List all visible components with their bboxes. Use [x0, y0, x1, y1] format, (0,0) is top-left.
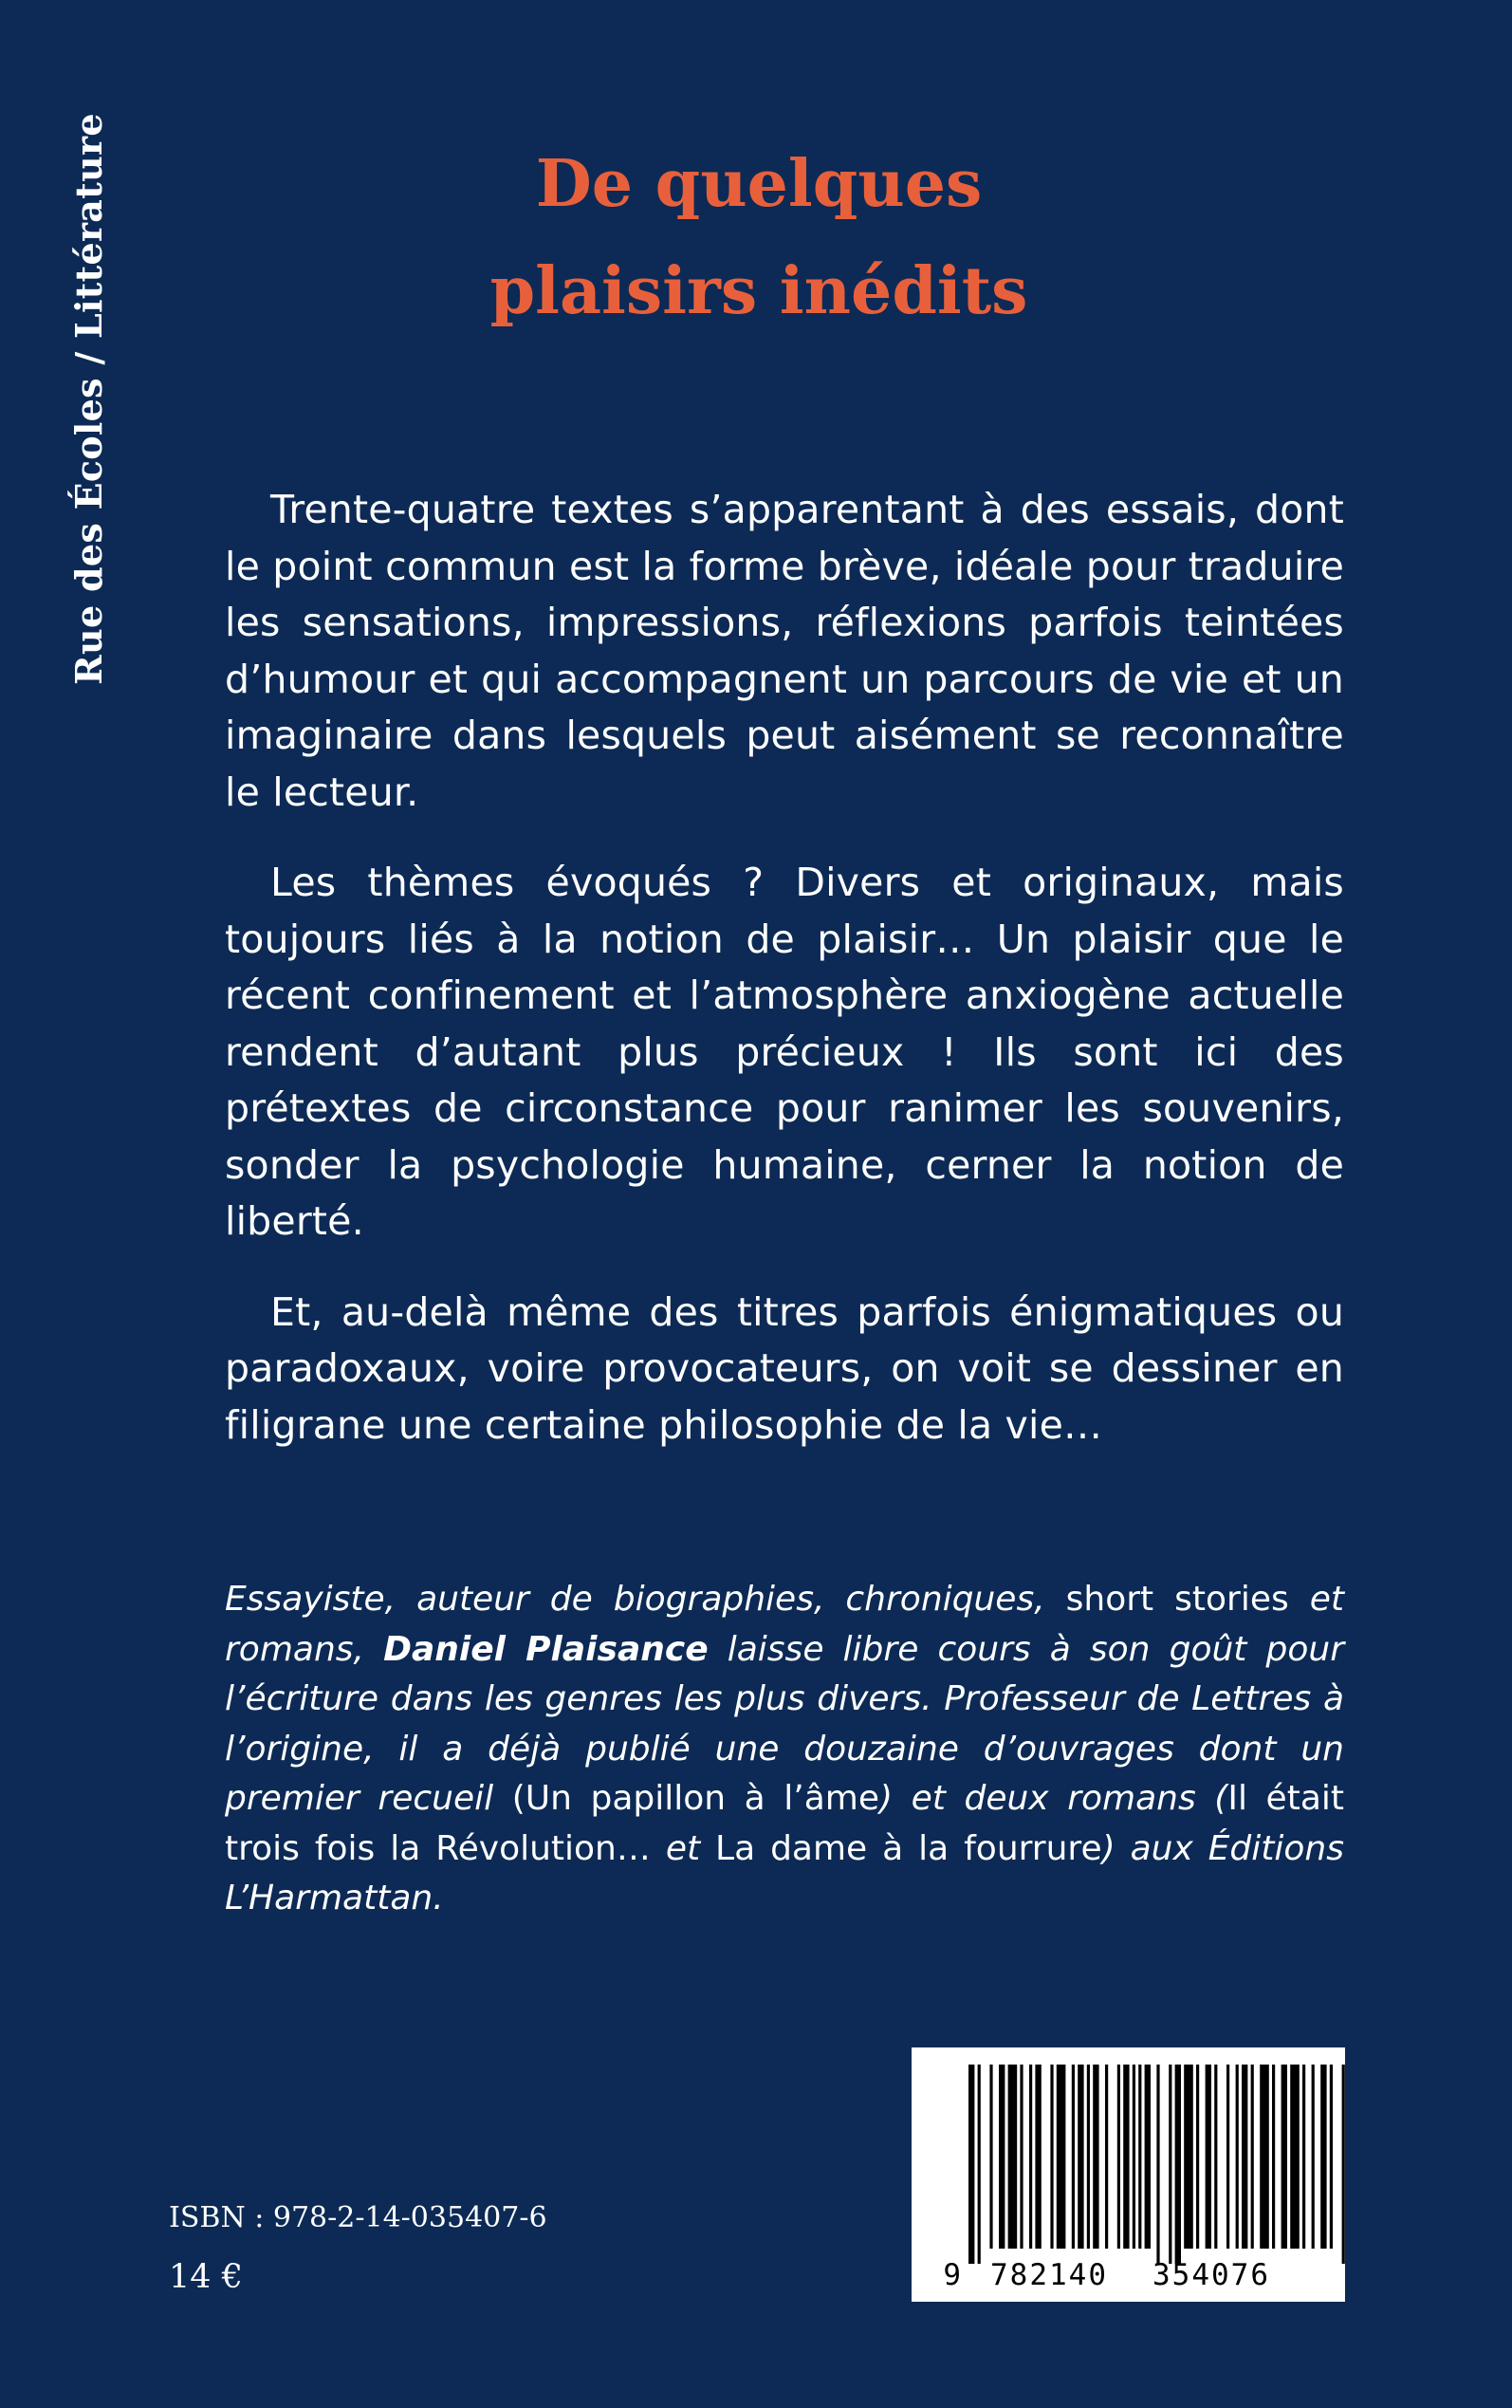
barcode-bar — [1184, 2065, 1193, 2249]
barcode-bar — [999, 2065, 1005, 2249]
barcode-bar — [1145, 2065, 1151, 2249]
title-line-2: plaisirs inédits — [489, 253, 1028, 329]
barcode-bar — [1214, 2065, 1217, 2249]
bio-segment: ) aux Éditions L’Harmattan. — [225, 1828, 1344, 1917]
barcode-bar — [1175, 2065, 1181, 2264]
barcode-bar — [1169, 2065, 1171, 2264]
barcode-digit-first: 9 — [943, 2258, 961, 2292]
barcode-bar — [1020, 2065, 1023, 2249]
barcode — [912, 2047, 1345, 2302]
barcode-bars — [968, 2065, 1345, 2264]
barcode-bar — [1312, 2065, 1315, 2249]
bio-segment: ) et deux romans ( — [879, 1779, 1228, 1818]
barcode-bar — [1251, 2065, 1254, 2249]
barcode-bar — [1133, 2065, 1135, 2249]
price: 14 € — [169, 2258, 243, 2296]
barcode-bar — [1260, 2065, 1269, 2249]
title-line-1: De quelques — [535, 146, 983, 222]
barcode-bar — [1196, 2065, 1199, 2249]
barcode-bar — [1330, 2065, 1333, 2249]
blurb-paragraph-2: Les thèmes évoqués ? Divers et originaux, mais toujours liés à la notion de plaisir… Un plaisir que le récent confinement et l’atmosphère anxiogène actuelle rendent d’autant plus précieux ! Ils sont ici des prétextes de circonstance pour ranimer les souvenirs, sonder la psychologie humaine, cerner la notion de liberté. — [225, 860, 1344, 1244]
barcode-bar — [1302, 2065, 1305, 2249]
bio-segment: Essayiste, auteur de biographies, chroniques, — [225, 1580, 1066, 1619]
barcode-bar — [1290, 2065, 1300, 2249]
barcode-bar — [1029, 2065, 1032, 2249]
barcode-bar — [1072, 2065, 1075, 2249]
barcode-bar — [1156, 2065, 1159, 2264]
bio-segment: et romans, — [225, 1580, 1344, 1669]
barcode-bar — [1087, 2065, 1090, 2249]
barcode-bar — [1138, 2065, 1141, 2249]
series-name: Rue des Écoles / Littérature — [66, 112, 110, 685]
author-bio — [225, 1575, 1344, 1924]
barcode-bar — [978, 2065, 981, 2264]
book-title — [285, 131, 1233, 345]
barcode-bar — [1236, 2065, 1239, 2249]
back-cover-blurb — [225, 482, 1344, 1488]
bio-segment: La dame à la fourrure — [715, 1828, 1102, 1868]
barcode-digits-right: 354076 — [1152, 2258, 1270, 2292]
barcode-bar — [1008, 2065, 1018, 2249]
barcode-bar — [1035, 2065, 1041, 2249]
bio-segment: et — [650, 1828, 716, 1868]
author-name: Daniel Plaisance — [383, 1629, 709, 1669]
barcode-bar — [1117, 2065, 1120, 2249]
blurb-paragraph-1: Trente-quatre textes s’apparentant à des essais, dont le point commun est la forme brève, idéale pour traduire les sensations, impressions, réflexions parfois teintées d’humour et qui accompagnent un parcours de vie et un imaginaire dans lesquels peut aisément se reconnaître le lecteur. — [225, 487, 1344, 815]
barcode-bar — [968, 2065, 974, 2264]
barcode-bar — [1320, 2065, 1326, 2249]
barcode-bar — [1272, 2065, 1275, 2249]
barcode-digits-left: 782140 — [990, 2258, 1108, 2292]
barcode-bar — [989, 2065, 992, 2249]
barcode-bar — [1206, 2065, 1211, 2249]
spine-label — [57, 109, 120, 688]
barcode-bar — [1078, 2065, 1083, 2249]
barcode-bar — [1050, 2065, 1053, 2249]
blurb-paragraph-3: Et, au-delà même des titres parfois énigmatiques ou paradoxaux, voire provocateurs, on voit se dessiner en filigrane une certaine philosophie de la vie… — [225, 1288, 1344, 1448]
barcode-bar — [1282, 2065, 1287, 2249]
bio-segment: laisse libre cours à son goût pour l’écriture dans les genres les plus divers. Professeur de Lettres à l’origine, il a déjà publié une douzaine d’ouvrages dont un premier recueil — [225, 1629, 1344, 1818]
isbn: ISBN : 978-2-14-035407-6 — [169, 2201, 547, 2234]
barcode-bar — [1057, 2065, 1066, 2249]
barcode-bar — [1242, 2065, 1247, 2249]
barcode-bar — [1226, 2065, 1229, 2249]
bio-segment: (Un papillon à l’âme — [511, 1779, 880, 1818]
barcode-bar — [1123, 2065, 1129, 2249]
barcode-bar — [1105, 2065, 1108, 2249]
bio-segment: Il était trois fois la Révolution… — [225, 1779, 1344, 1868]
barcode-graphic — [912, 2047, 1345, 2302]
barcode-bar — [1342, 2065, 1345, 2264]
bio-segment: short stories — [1065, 1580, 1289, 1619]
barcode-bar — [1093, 2065, 1098, 2249]
